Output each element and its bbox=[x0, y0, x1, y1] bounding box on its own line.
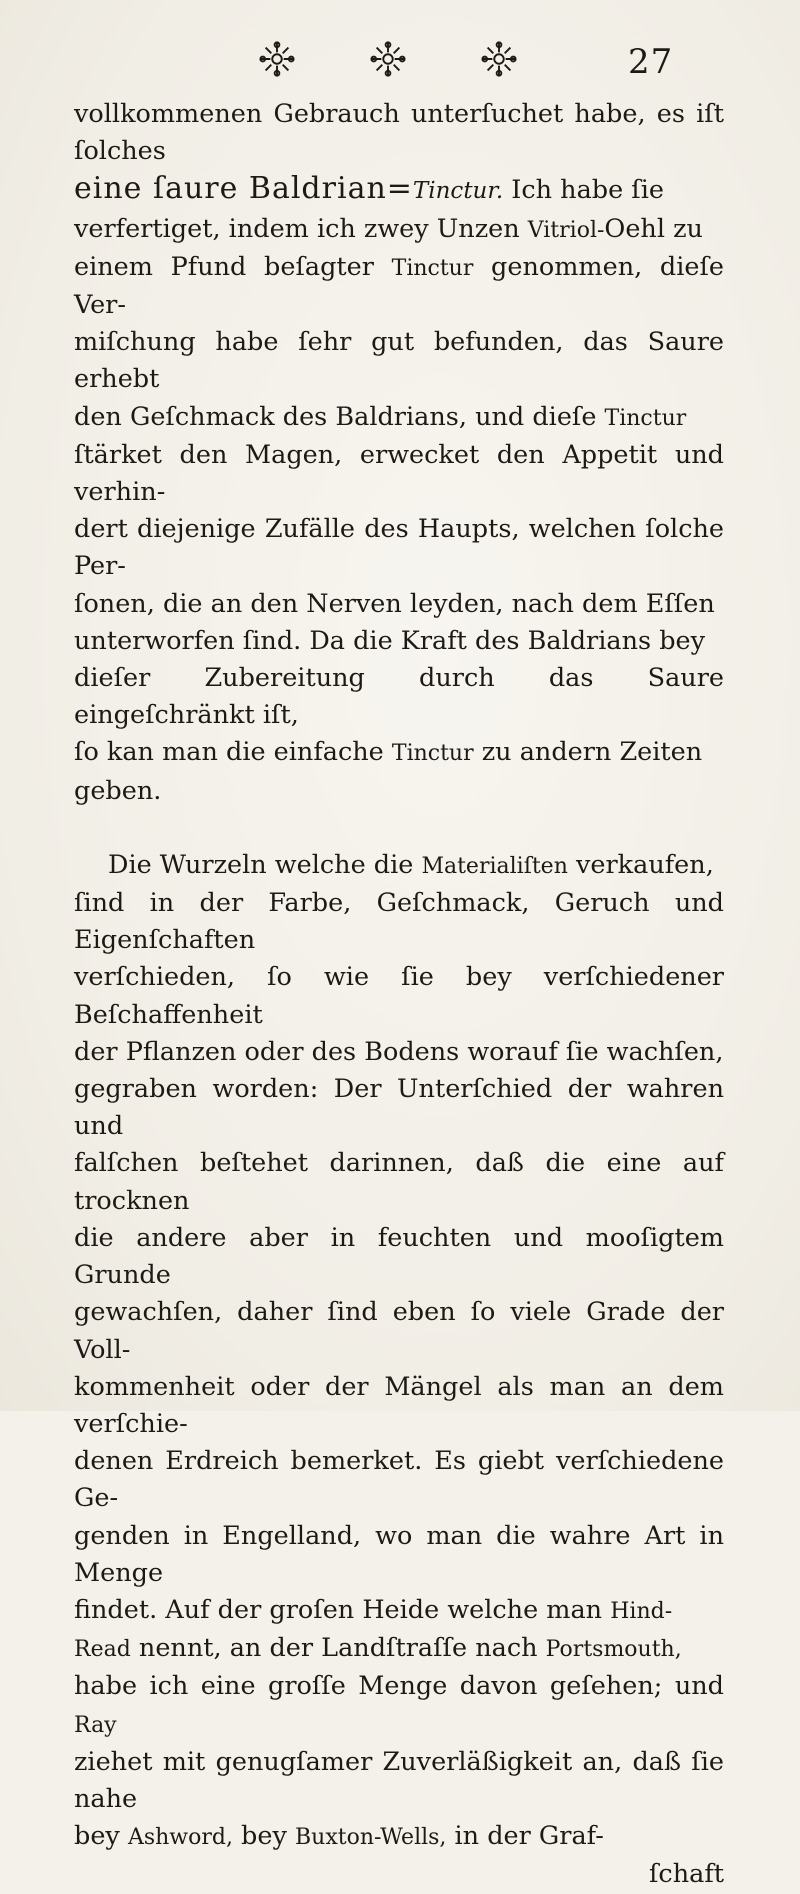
text-line: bey bbox=[232, 1821, 295, 1852]
text-line: ſind in der Farbe, Geſchmack, Geruch und Eigenſchaften bbox=[74, 888, 724, 956]
text-line: denen Erdreich bemerket. Es giebt verſchiedene Ge- bbox=[74, 1446, 724, 1514]
paragraph bbox=[74, 847, 724, 1894]
text-line: verfertiget, indem ich zwey Unzen bbox=[74, 213, 528, 244]
text-line: falſchen beſtehet darinnen, daß die eine auf trocknen bbox=[74, 1148, 724, 1216]
text-line: miſchung habe ſehr gut befunden, das Saure erhebt bbox=[74, 327, 724, 395]
page-header bbox=[0, 34, 800, 94]
text-line: die andere aber in feuchten und mooſigtem Grunde bbox=[74, 1222, 724, 1291]
text-line: gegraben worden: Der Unterſchied der wahren und bbox=[74, 1074, 724, 1142]
text-line: den Geſchmack des Baldrians, und dieſe bbox=[74, 401, 605, 432]
text-line: Tinctur bbox=[391, 741, 474, 767]
catchword: ſchaft bbox=[648, 1859, 724, 1890]
text-line: Read bbox=[74, 1637, 131, 1663]
text-line: Tinctur bbox=[391, 255, 474, 281]
text-line: vollkommenen Gebrauch unterſuchet habe, es iſt ſolches bbox=[74, 99, 724, 167]
text-line: Portsmouth, bbox=[545, 1637, 682, 1663]
text-line: ziehet mit genugſamer Zuverläßigkeit an, daß ſie nahe bbox=[74, 1746, 724, 1814]
text-line: habe ich eine groſſe Menge davon geſehen; und bbox=[74, 1671, 724, 1702]
text-line: Buxton-Wells, bbox=[295, 1825, 447, 1851]
text-line: Tinctur. bbox=[412, 178, 504, 205]
text-line: Ashword, bbox=[127, 1825, 233, 1851]
body-text bbox=[74, 96, 724, 1894]
text-line: in der Graf- bbox=[446, 1821, 604, 1852]
text-line: ſo kan man die einfache bbox=[74, 737, 392, 768]
text-line: Vitriol- bbox=[527, 217, 605, 243]
text-line: eine ſaure Baldrian bbox=[74, 171, 387, 207]
text-line: Oehl zu bbox=[604, 213, 703, 244]
text-line: dert diejenige Zufälle des Haupts, welchen ſolche Per- bbox=[74, 514, 724, 582]
floral-ornament-icon bbox=[480, 40, 518, 78]
floral-ornament-icon bbox=[258, 40, 296, 78]
text-line: findet. Auf der groſen Heide welche man bbox=[74, 1594, 611, 1625]
ornament-row bbox=[258, 40, 518, 78]
text-line: verſchieden, ſo wie ſie bey verſchiedener Beſchaffenheit bbox=[74, 962, 724, 1030]
text-line: verkaufen, bbox=[567, 849, 714, 880]
text-line: dieſer Zubereitung durch das Saure eingeſchränkt iſt, bbox=[74, 663, 724, 731]
text-line: einem Pfund beſagter bbox=[74, 251, 392, 282]
text-line: Materialiſten bbox=[421, 853, 568, 879]
text-line: genommen, dieſe Ver- bbox=[74, 251, 724, 321]
page-number: 27 bbox=[628, 42, 674, 82]
text-line: unterworfen ſind. Da die Kraft des Baldrians bey bbox=[74, 625, 706, 656]
text-line: kommenheit oder der Mängel als man an dem verſchie- bbox=[74, 1371, 724, 1439]
text-line: Die Wurzeln welche die bbox=[108, 849, 422, 880]
text-line: nennt, an der Landſtraſſe nach bbox=[130, 1633, 546, 1664]
text-line: zu andern Zeiten bbox=[473, 737, 703, 768]
text-line: Tinctur bbox=[604, 405, 687, 431]
text-line: genden in Engelland, wo man die wahre Art in Menge bbox=[74, 1520, 724, 1588]
text-line: ſonen, die an den Nerven leyden, nach dem Eſſen bbox=[74, 588, 715, 619]
text-line: Ich habe ſie bbox=[503, 175, 664, 206]
text-line: der Pflanzen oder des Bodens worauf ſie wachſen, bbox=[74, 1036, 724, 1067]
text-line: Hind- bbox=[610, 1598, 673, 1624]
text-line: Ray bbox=[74, 1712, 117, 1738]
text-line: geben. bbox=[74, 775, 162, 806]
text-line: gewachſen, daher ſind eben ſo viele Grade der Voll- bbox=[74, 1297, 724, 1365]
paragraph: vollkommenen Gebrauch unterſuchet habe, es iſt ſolches eine ſaure Baldrian=Tinctur. Ich habe ſie verfertiget, indem ich zwey Unzen Vitriol-Oehl zu einem Pfund beſagter Tinctur genommen, dieſe Ver- miſchung habe ſehr gut befunden, das Saure erhebt den Geſchmack des Baldrians, und dieſe Tinctur ſtärket den Magen, erwecket den Appetit und verhin- dert diejenige Zufälle des Haupts, welchen ſolche Per- ſonen, die an den Nerven leyden, nach dem Eſſen unterworfen ſind. Da die Kraft des Baldrians bey dieſer Zubereitung durch das Saure eingeſchränkt iſt, ſo kan man die einfache Tinctur zu andern Zeiten geben. bbox=[74, 99, 724, 806]
floral-ornament-icon bbox=[369, 40, 407, 78]
text-line: bey bbox=[74, 1821, 128, 1852]
text-line: ſtärket den Magen, erwecket den Appetit und verhin- bbox=[74, 439, 724, 508]
